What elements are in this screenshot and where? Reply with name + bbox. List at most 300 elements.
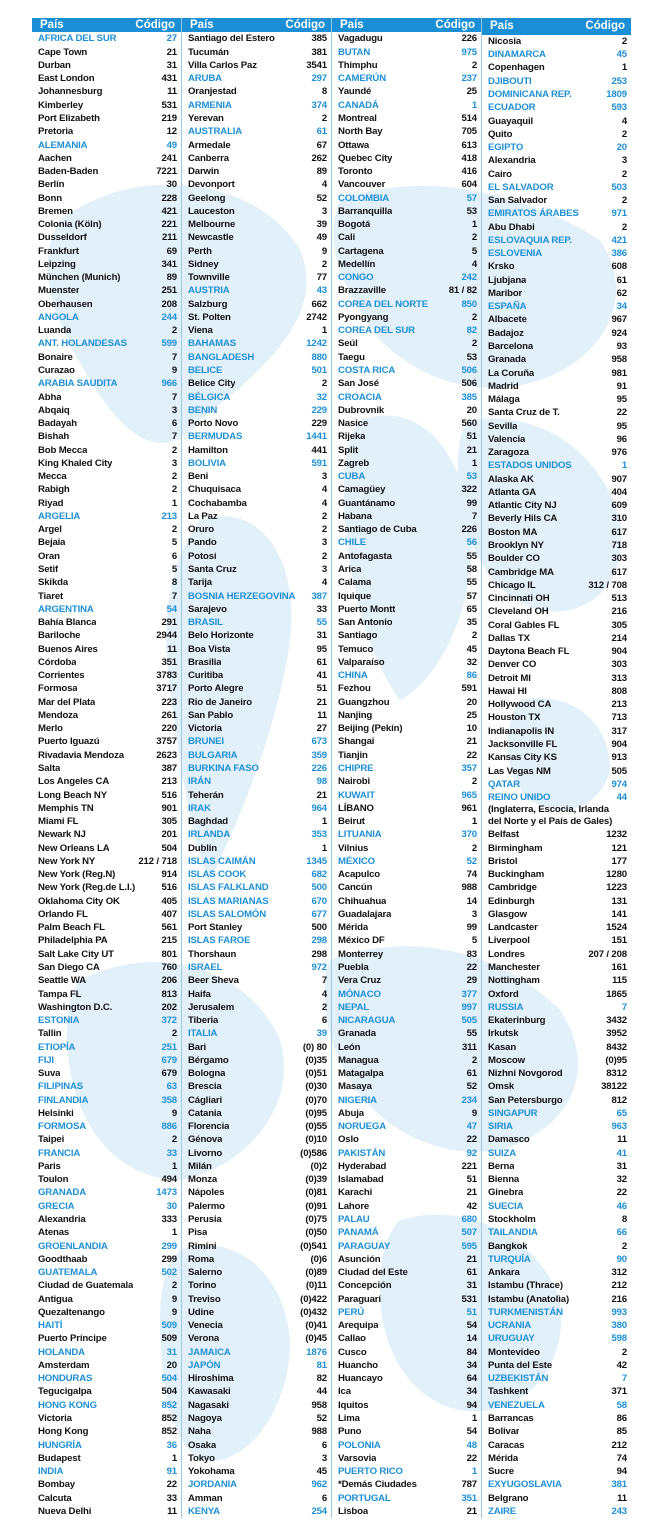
city-name: Villa Carlos Paz [188,59,257,71]
dialing-code: 1 [171,497,177,509]
city-row [482,260,631,273]
city-row [182,231,331,244]
city-name: Istambu (Thrace) [488,1280,563,1292]
city-row [32,112,181,125]
country-row [482,48,631,61]
dialing-code: 47 [466,1121,477,1133]
country-name: REINO UNIDO [488,792,551,804]
dialing-code: 405 [161,895,177,907]
country-row [482,459,631,472]
country-name: COSTA RICA [338,365,396,377]
country-row [32,1399,181,1412]
dialing-code: 22 [166,1479,177,1491]
city-name: Tiaret [38,590,64,602]
city-name: Coral Gables FL [488,619,560,631]
city-row [182,1332,331,1345]
country-name: ISLAS FAROE [188,935,251,947]
dialing-code: 57 [466,192,477,204]
dialing-code: 115 [611,975,627,987]
dialing-code: 812 [611,1094,627,1106]
city-row [32,390,181,403]
country-row [182,284,331,297]
city-name: Yerevan [188,112,224,124]
table-column [331,18,481,1518]
dialing-code: 207 / 208 [588,948,627,960]
city-name: Viena [188,325,213,337]
city-row [32,218,181,231]
city-name: Bienna [488,1174,520,1186]
country-name: SIRIA [488,1121,513,1133]
city-name: Bishah [38,431,70,443]
city-name: Santa Cruz [188,564,237,575]
country-name: CONGO [338,272,374,284]
city-row [32,709,181,722]
country-name: COREA DEL NORTE [338,298,428,310]
column-header [482,18,631,35]
dialing-code: 441 [311,444,327,456]
city-name: Chicago IL [488,579,536,591]
city-name: Oklahoma City OK [38,895,120,907]
city-row [332,1346,481,1359]
city-row [182,523,331,536]
country-row [182,961,331,974]
city-name: Boulder CO [488,553,540,565]
city-row [332,1332,481,1345]
dialing-code: 598 [611,1333,627,1345]
country-row [32,1147,181,1160]
dialing-code: 51 [466,431,477,443]
dialing-code: 2 [471,232,477,244]
country-name: SINGAPUR [488,1107,538,1119]
dialing-code: 55 [316,617,327,629]
dialing-code: 2 [171,471,177,483]
dialing-code: 7 [171,391,177,403]
dialing-code: 1 [471,457,477,469]
country-row [332,271,481,284]
city-name: Mérida [338,922,369,934]
country-name: CANADÁ [338,99,379,111]
dialing-code: 4 [321,484,327,496]
city-row [182,1239,331,1252]
dialing-code: 11 [317,709,327,721]
dialing-code: 22 [616,1187,627,1199]
country-name: BOLIVIA [188,457,226,469]
city-row [182,536,331,549]
dialing-code: 38122 [601,1081,627,1093]
city-row [482,114,631,127]
city-name: Houston TX [488,712,541,724]
city-name: Newcastle [188,232,234,244]
city-row [32,868,181,881]
dialing-code: 11 [617,1492,627,1504]
country-row [332,46,481,59]
dialing-code: 91 [166,1466,177,1478]
city-name: Porto Novo [188,418,239,430]
city-row [182,1399,331,1412]
country-row [32,1080,181,1093]
city-row [182,1292,331,1305]
city-row [182,629,331,642]
dialing-code: 291 [161,617,177,629]
city-row [32,1213,181,1226]
dialing-code: 65 [616,1107,627,1119]
city-row [32,85,181,98]
dialing-code: (0)89 [305,1267,327,1279]
city-name: San Pablo [188,709,234,721]
dialing-code: 4 [321,497,327,509]
dialing-code: 3 [171,404,177,416]
city-name: Kawasaki [188,1386,231,1398]
city-row [32,722,181,735]
dialing-code: 253 [611,75,627,87]
dialing-code: 2 [171,524,177,536]
city-name: La Coruña [488,367,535,379]
dialing-code: 500 [311,922,327,934]
dialing-code: 43 [316,285,327,297]
country-row [182,125,331,138]
country-row [332,72,481,85]
country-name: PANAMÁ [338,1227,379,1239]
city-row [32,921,181,934]
city-row [482,1027,631,1040]
city-row [332,218,481,231]
country-row [182,749,331,762]
city-name: Frankfurt [38,245,79,257]
city-name: Bristol [488,855,518,867]
city-name: Granada [338,1028,376,1040]
dialing-code: 2 [621,168,627,180]
dialing-code: 886 [161,1121,177,1133]
city-name: Puerto Príncipe [38,1333,107,1345]
city-name: Taegu [338,351,365,363]
country-row [182,762,331,775]
city-name: Oxford [488,988,519,1000]
city-row [482,1266,631,1279]
dialing-code: 7 [621,1373,627,1385]
city-row [482,1346,631,1359]
country-row [332,1226,481,1239]
city-name: Arica [338,564,362,575]
dialing-code: 2 [321,1001,327,1013]
dialing-code: 25 [466,709,477,721]
dialing-code: 7 [171,431,177,443]
country-name: AUSTRALIA [188,126,243,138]
city-row [332,138,481,151]
city-name: Milán [188,1160,212,1172]
city-name: Split [338,444,359,456]
city-row [32,775,181,788]
city-name: Berna [488,1160,515,1172]
dialing-code: 914 [161,869,177,881]
dialing-code: 1 [171,1160,177,1172]
city-name: Nanjing [338,709,373,721]
city-name: *Demás Ciudades [338,1479,417,1491]
city-name: Antofagasta [338,550,392,562]
city-row [332,404,481,417]
city-name: Brazzaville [338,285,386,297]
city-row [182,1425,331,1438]
dialing-code: 81 [316,1359,327,1371]
city-name: Curazao [38,365,75,377]
country-name: BERMUDAS [188,431,243,443]
city-row [182,948,331,961]
dialing-code: 2 [321,510,327,522]
city-name: Sevilla [488,420,518,432]
dialing-code: 66 [616,1227,627,1239]
country-name: DOMINICANA REP. [488,88,572,100]
dialing-code: 3 [321,205,327,217]
country-name: ESLOVAQUIA REP. [488,234,572,246]
city-name: Muenster [38,285,80,297]
country-name: ESTADOS UNIDOS [488,460,572,472]
city-name: Quezaltenango [38,1306,105,1318]
city-row [32,178,181,191]
city-name: Leipzing [38,258,76,270]
city-name: Puerto Montt [338,603,396,615]
city-name: Nairobi [338,776,370,788]
city-name: Memphis TN [38,802,94,814]
dialing-code: 322 [461,484,477,496]
country-name: GRECIA [38,1200,75,1212]
city-name: Corrientes [38,670,85,682]
city-row [32,735,181,748]
city-row [32,205,181,218]
city-row [332,1319,481,1332]
dialing-code: 852 [161,1413,177,1424]
dialing-code: 20 [466,404,477,416]
city-row [182,1412,331,1425]
city-row [182,1491,331,1504]
city-row [332,802,481,815]
dialing-code: 924 [611,327,627,339]
city-name: Dubrovnik [338,404,385,416]
dialing-code: 8 [621,1214,627,1226]
city-name: Omsk [488,1081,515,1093]
city-row [182,32,331,45]
city-name: Boston MA [488,526,538,538]
city-name: Belfast [488,829,519,841]
dialing-code: 219 [161,112,177,124]
dialing-code: 1524 [606,922,627,934]
city-row [32,1478,181,1491]
header-country-label: País [190,19,214,32]
city-name: Long Beach NY [38,789,107,801]
city-name: Varsovia [338,1452,377,1464]
dialing-code: 4 [321,988,327,1000]
country-row [482,234,631,247]
city-row [482,711,631,724]
dialing-code: 31 [466,1280,477,1292]
dialing-code: 29 [466,975,477,987]
country-name: ARUBA [188,73,222,85]
city-row [482,353,631,366]
city-name: Victoria [38,1413,72,1424]
city-row [332,563,481,576]
dialing-code: 54 [166,603,177,615]
city-row [32,59,181,72]
city-row [482,35,631,48]
dialing-code: 212 [611,1280,627,1292]
city-row [332,775,481,788]
city-row [482,934,631,947]
city-name: Amman [188,1492,223,1504]
city-name: Devonport [188,179,235,191]
dialing-code: 42 [616,1359,627,1371]
city-name: Nagoya [188,1413,222,1424]
dialing-code: 353 [311,829,327,841]
city-row [332,1279,481,1292]
country-row [482,1200,631,1213]
dialing-code: 51 [466,1306,477,1318]
dialing-code: 11 [167,643,177,655]
city-name: Buenos Aires [38,643,98,655]
city-name: Karachi [338,1187,373,1199]
country-name: DJIBOUTI [488,75,532,87]
city-name: Oslo [338,1134,359,1146]
dialing-code: 305 [161,816,177,828]
city-row [482,1292,631,1305]
dialing-code: 516 [161,789,177,801]
city-row [182,576,331,589]
city-row [332,1173,481,1186]
city-row [32,788,181,801]
dialing-code: 45 [316,1466,327,1478]
dialing-code: 21 [466,1187,477,1199]
dialing-code: 228 [161,192,177,204]
dialing-code: 177 [611,855,627,867]
city-name: Haifa [188,988,211,1000]
city-row [482,987,631,1000]
city-row [182,258,331,271]
city-row [482,605,631,618]
city-row [32,1385,181,1398]
country-name: FINLANDIA [38,1094,89,1106]
dialing-code: 560 [461,418,477,430]
city-name: Bérgamo [188,1054,229,1066]
country-row [182,1346,331,1359]
city-name: Bob Mecca [38,444,88,456]
dialing-code: 418 [461,152,477,164]
city-name: Badajoz [488,327,524,339]
city-name: Salerno [188,1267,223,1279]
city-row [332,178,481,191]
dialing-code: 506 [461,378,477,390]
country-name: EGIPTO [488,142,524,154]
country-row [182,364,331,377]
dialing-code: 718 [611,540,627,551]
city-name: Goodthaab [38,1253,88,1265]
city-name: Catania [188,1107,222,1119]
dialing-code: 963 [611,1121,627,1133]
city-row [32,1279,181,1292]
dialing-code: 201 [161,829,177,841]
country-name: FIJI [38,1054,54,1066]
city-row [32,1001,181,1014]
dialing-code: 502 [161,1267,177,1279]
dialing-code: 48 [466,1439,477,1451]
city-row [182,1173,331,1186]
dialing-code: 801 [161,948,177,960]
city-row [332,59,481,72]
city-name: Aachen [38,152,72,164]
dialing-code: 509 [161,1333,177,1345]
city-name: Philadelphia PA [38,935,108,947]
country-row [182,828,331,841]
dialing-code: 333 [161,1214,177,1226]
country-row [332,191,481,204]
city-row [182,1213,331,1226]
city-row [182,497,331,510]
city-row [32,191,181,204]
city-row [482,221,631,234]
city-name: Teherán [188,789,224,801]
dialing-code: 58 [616,1399,627,1411]
city-name: Temuco [338,643,374,655]
city-name: Cape Town [38,46,88,58]
dialing-code: 90 [616,1253,627,1265]
dialing-code: 1 [471,99,477,111]
dialing-code: 32 [466,656,477,668]
dialing-code: 2 [621,195,627,207]
city-name: Tianjin [338,749,368,761]
city-name: Durban [38,59,71,71]
dialing-code: 2742 [306,311,327,323]
country-name: AUSTRIA [188,285,230,297]
city-name: Barcelona [488,341,534,353]
country-name: BUTAN [338,46,371,58]
city-name: Cusco [338,1346,367,1358]
city-row [482,1438,631,1451]
dialing-code: 8 [171,577,177,589]
dialing-code: 3757 [156,736,177,748]
country-name: BANGLADESH [188,351,255,363]
city-name: Washington D.C. [38,1001,113,1013]
country-row [332,99,481,112]
dialing-code: 988 [311,1426,327,1438]
dialing-code: (0)422 [300,1293,327,1305]
city-name: Beijing (Pekín) [338,723,403,735]
city-name: Taipei [38,1134,65,1146]
dialing-code: 44 [316,1386,327,1398]
dialing-code: 46 [616,1200,627,1212]
country-name: URUGUAY [488,1333,535,1345]
city-row [182,1120,331,1133]
dialing-code: 35 [466,617,477,629]
city-name: Las Vegas NM [488,765,551,777]
city-name: New York (Reg.N) [38,869,116,881]
dialing-code: 84 [466,1346,477,1358]
dialing-code: 141 [611,908,627,920]
city-row [32,1292,181,1305]
country-name: NICARAGUA [338,1015,396,1027]
country-name: DINAMARCA [488,49,546,61]
city-row [332,523,481,536]
city-name: Canberra [188,152,229,164]
dialing-code: 212 / 718 [138,855,177,867]
city-name: New York NY [38,855,96,867]
city-row [332,1054,481,1067]
dialing-code: 32 [616,1174,627,1186]
dialing-code: 82 [316,1373,327,1385]
city-name: Rivadavia Mendoza [38,749,124,761]
city-name: Thimphu [338,59,378,71]
city-row [32,841,181,854]
city-row [332,1080,481,1093]
city-name: Belo Horizonte [188,630,254,642]
country-name: GUATEMALA [38,1267,98,1279]
city-name: Kansas City KS [488,752,557,764]
city-row [482,764,631,777]
